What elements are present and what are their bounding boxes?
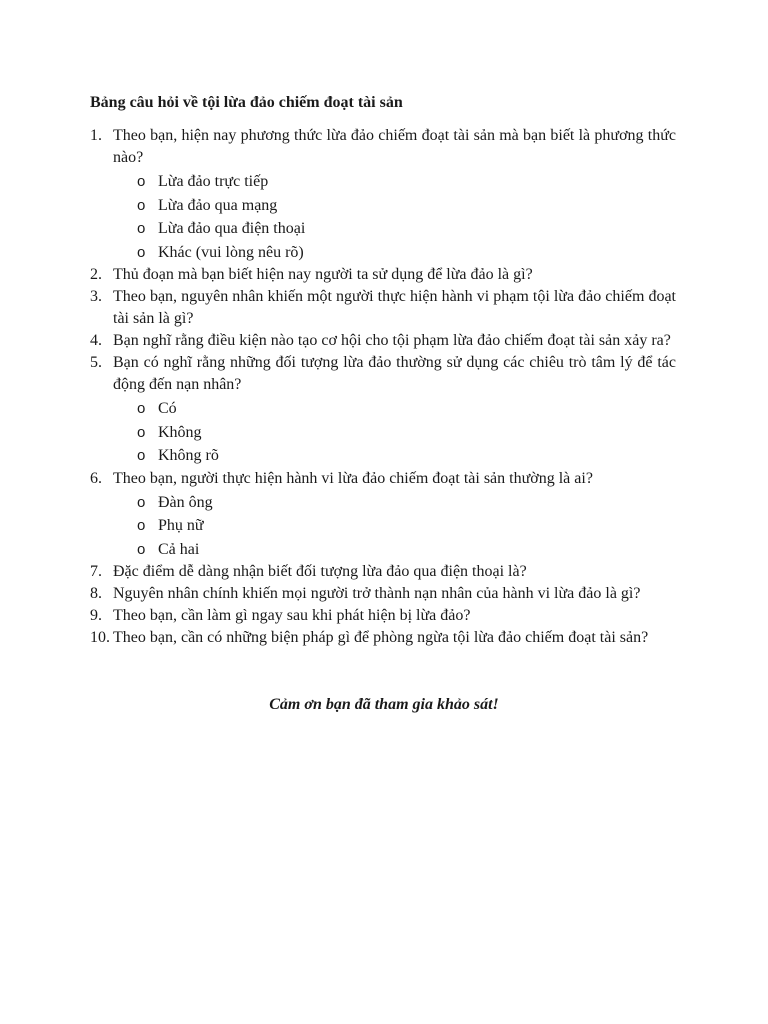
- option-label: Lừa đảo qua điện thoại: [158, 220, 306, 237]
- question-item: [90, 125, 676, 264]
- option-label: Phụ nữ: [158, 517, 204, 534]
- question-text: Thủ đoạn mà bạn biết hiện nay người ta sử dụng để lừa đảo là gì?: [113, 266, 533, 283]
- question-item: [90, 627, 676, 649]
- option-label: Lừa đảo qua mạng: [158, 196, 278, 214]
- question-number: 10.: [90, 629, 110, 646]
- question-item: [90, 605, 676, 627]
- question-text: Theo bạn, nguyên nhân khiến một người thực hiện hành vi phạm tội lừa đảo chiếm đoạt tài sản là gì?: [113, 288, 676, 327]
- option-item: [113, 491, 676, 515]
- bullet-icon: o: [137, 423, 146, 441]
- question-number: 2.: [90, 266, 102, 283]
- question-text: Theo bạn, người thực hiện hành vi lừa đảo chiếm đoạt tài sản thường là ai?: [113, 469, 593, 487]
- question-item: [90, 468, 676, 562]
- option-item: [113, 170, 676, 194]
- question-number: 8.: [90, 585, 102, 602]
- bullet-icon: o: [137, 517, 146, 534]
- option-label: Đàn ông: [158, 493, 213, 511]
- question-text: Bạn có nghĩ rằng những đối tượng lừa đảo thường sử dụng các chiêu trò tâm lý để tác động đến nạn nhân?: [113, 354, 676, 393]
- option-list: [113, 397, 676, 468]
- option-item: [113, 194, 676, 218]
- option-item: [113, 444, 676, 468]
- question-text: Bạn nghĩ rằng điều kiện nào tạo cơ hội cho tội phạm lừa đảo chiếm đoạt tài sản xảy ra?: [113, 332, 671, 349]
- option-list: [113, 170, 676, 264]
- question-text: Theo bạn, cần có những biện pháp gì để phòng ngừa tội lừa đảo chiếm đoạt tài sản?: [113, 629, 649, 646]
- option-label: Không rõ: [158, 447, 219, 464]
- question-number: 5.: [90, 354, 102, 371]
- question-number: 6.: [90, 469, 102, 487]
- option-item: [113, 217, 676, 241]
- question-text: Theo bạn, hiện nay phương thức lừa đảo chiếm đoạt tài sản mà bạn biết là phương thức nào?: [113, 127, 676, 166]
- bullet-icon: o: [137, 196, 146, 214]
- question-item: [90, 352, 676, 468]
- question-item: [90, 264, 676, 286]
- bullet-icon: o: [137, 220, 146, 237]
- closing-message: Cảm ơn bạn đã tham gia khảo sát!: [269, 696, 499, 713]
- question-number: 4.: [90, 332, 102, 349]
- question-item: [90, 583, 676, 605]
- bullet-icon: o: [137, 493, 146, 511]
- bullet-icon: o: [137, 243, 146, 261]
- option-list: [113, 491, 676, 562]
- question-item: [90, 286, 676, 330]
- document-title: Bảng câu hỏi về tội lừa đảo chiếm đoạt tài sản: [90, 94, 403, 111]
- option-label: Lừa đảo trực tiếp: [158, 173, 269, 190]
- option-item: [113, 421, 676, 445]
- bullet-icon: o: [137, 173, 146, 190]
- question-number: 9.: [90, 607, 102, 624]
- question-item: [90, 330, 676, 352]
- option-item: [113, 241, 676, 265]
- bullet-icon: o: [137, 447, 146, 464]
- option-item: [113, 514, 676, 538]
- option-item: [113, 397, 676, 421]
- question-number: 7.: [90, 563, 102, 580]
- question-text: Nguyên nhân chính khiến mọi người trở thành nạn nhân của hành vi lừa đảo là gì?: [113, 585, 641, 602]
- option-label: Không: [158, 423, 202, 441]
- option-label: Khác (vui lòng nêu rõ): [158, 243, 304, 261]
- question-text: Theo bạn, cần làm gì ngay sau khi phát hiện bị lừa đảo?: [113, 607, 471, 624]
- option-label: Cả hai: [158, 540, 200, 558]
- question-number: 3.: [90, 288, 102, 305]
- option-item: [113, 538, 676, 562]
- question-number: 1.: [90, 127, 102, 144]
- question-item: [90, 561, 676, 583]
- bullet-icon: o: [137, 540, 146, 558]
- option-label: Có: [158, 400, 177, 417]
- question-list: [90, 125, 676, 649]
- bullet-icon: o: [137, 400, 146, 417]
- question-text: Đặc điểm dễ dàng nhận biết đối tượng lừa đảo qua điện thoại là?: [113, 563, 527, 580]
